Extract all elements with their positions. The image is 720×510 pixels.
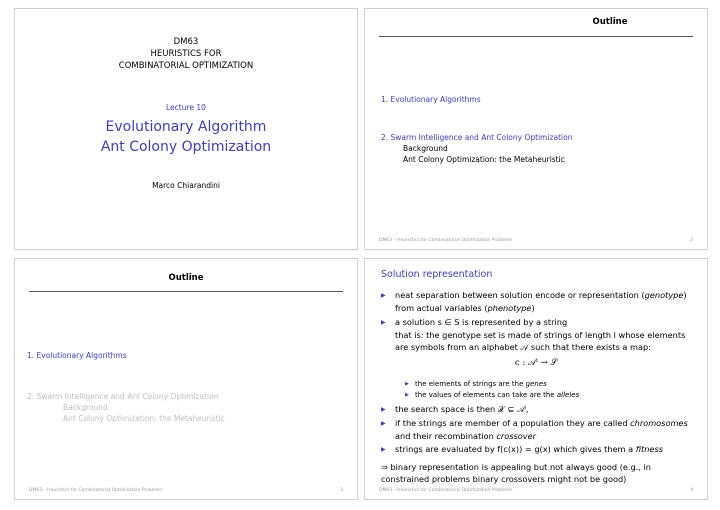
heading-rule — [29, 291, 343, 292]
sub-bullet-text: the values of elements can take are the alleles — [415, 391, 580, 399]
main-title-line2: Ant Colony Optimization — [100, 139, 272, 155]
bullet-text: if the strings are member of a population they are called chromosomes and their recombination crossover — [395, 418, 688, 441]
outline-item-2: 2. Swarm Intelligence and Ant Colony Optimization — [27, 392, 219, 401]
bullet-triangle-icon: ▶ — [405, 392, 409, 398]
course-title-line1: HEURISTICS FOR — [150, 49, 222, 59]
slide-outline — [364, 8, 708, 250]
course-title-line2: COMBINATORIAL OPTIMIZATION — [118, 61, 254, 71]
outline-item-1: 1. Evolutionary Algorithms — [27, 351, 127, 360]
outline-subitem-1: Background — [403, 144, 448, 153]
page-number: 2 — [690, 238, 693, 243]
bullet-triangle-icon: ▶ — [381, 319, 386, 326]
bullet-triangle-icon: ▶ — [381, 292, 386, 299]
outline-subitem-1: Background — [63, 403, 108, 412]
bullet-triangle-icon: ▶ — [381, 420, 386, 427]
footer-course: DM63 – Heuristics for Combinatorial Optimization Problems — [379, 238, 513, 243]
outline-subitem-2: Ant Colony Optimization: the Metaheuristic — [403, 155, 565, 164]
outline-item-1: 1. Evolutionary Algorithms — [381, 95, 481, 104]
main-title-line1: Evolutionary Algorithm — [105, 119, 267, 135]
bullet-triangle-icon: ▶ — [405, 381, 409, 387]
conclusion-text: ⇒ binary representation is appealing but not always good (e.g., in constrained problems binary crossovers might not be good) — [381, 462, 651, 484]
bullet-text: the search space is then 𝒳 ⊆ 𝒜ˡ, — [395, 404, 529, 414]
outline-subitem-2: Ant Colony Optimization: the Metaheuristic — [63, 414, 225, 423]
slide-footer — [29, 488, 343, 493]
page-number: 3 — [340, 488, 343, 493]
bullet-triangle-icon: ▶ — [381, 406, 386, 413]
bullet-text: strings are evaluated by f(c(x)) = g(x) which gives them a fitness — [395, 444, 663, 454]
author: Marco Chiarandini — [152, 181, 220, 190]
slide-outline-highlight — [14, 258, 358, 500]
slide-heading: Solution representation — [381, 269, 493, 280]
sub-bullet-text: the elements of strings are the genes — [415, 380, 547, 388]
lecture-number: Lecture 10 — [166, 103, 206, 112]
course-code: DM63 — [173, 37, 199, 47]
bullet-triangle-icon: ▶ — [381, 446, 386, 453]
slide-footer — [379, 488, 693, 493]
heading-rule — [379, 36, 693, 37]
map-formula: c : 𝒜ˡ → 𝒮 — [514, 358, 558, 368]
outline-item-2: 2. Swarm Intelligence and Ant Colony Optimization — [381, 133, 573, 142]
slide-heading: Outline — [592, 17, 628, 27]
slide-solution-representation — [364, 258, 708, 500]
footer-course: DM63 – Heuristics for Combinatorial Optimization Problems — [379, 488, 513, 493]
bullet-text: neat separation between solution encode or representation (genotype) from actual variables (phenotype) — [395, 290, 687, 313]
slide-footer — [379, 238, 693, 243]
slide-heading: Outline — [168, 273, 204, 283]
page-number: 4 — [690, 488, 693, 493]
footer-course: DM63 – Heuristics for Combinatorial Optimization Problems — [29, 488, 163, 493]
bullet-text: a solution s ∈ S is represented by a string that is: the genotype set is made of strings of length l whose elements are symbols from an alphabet 𝒜 such that there exists a map: — [395, 317, 686, 352]
slide-title — [14, 8, 358, 250]
